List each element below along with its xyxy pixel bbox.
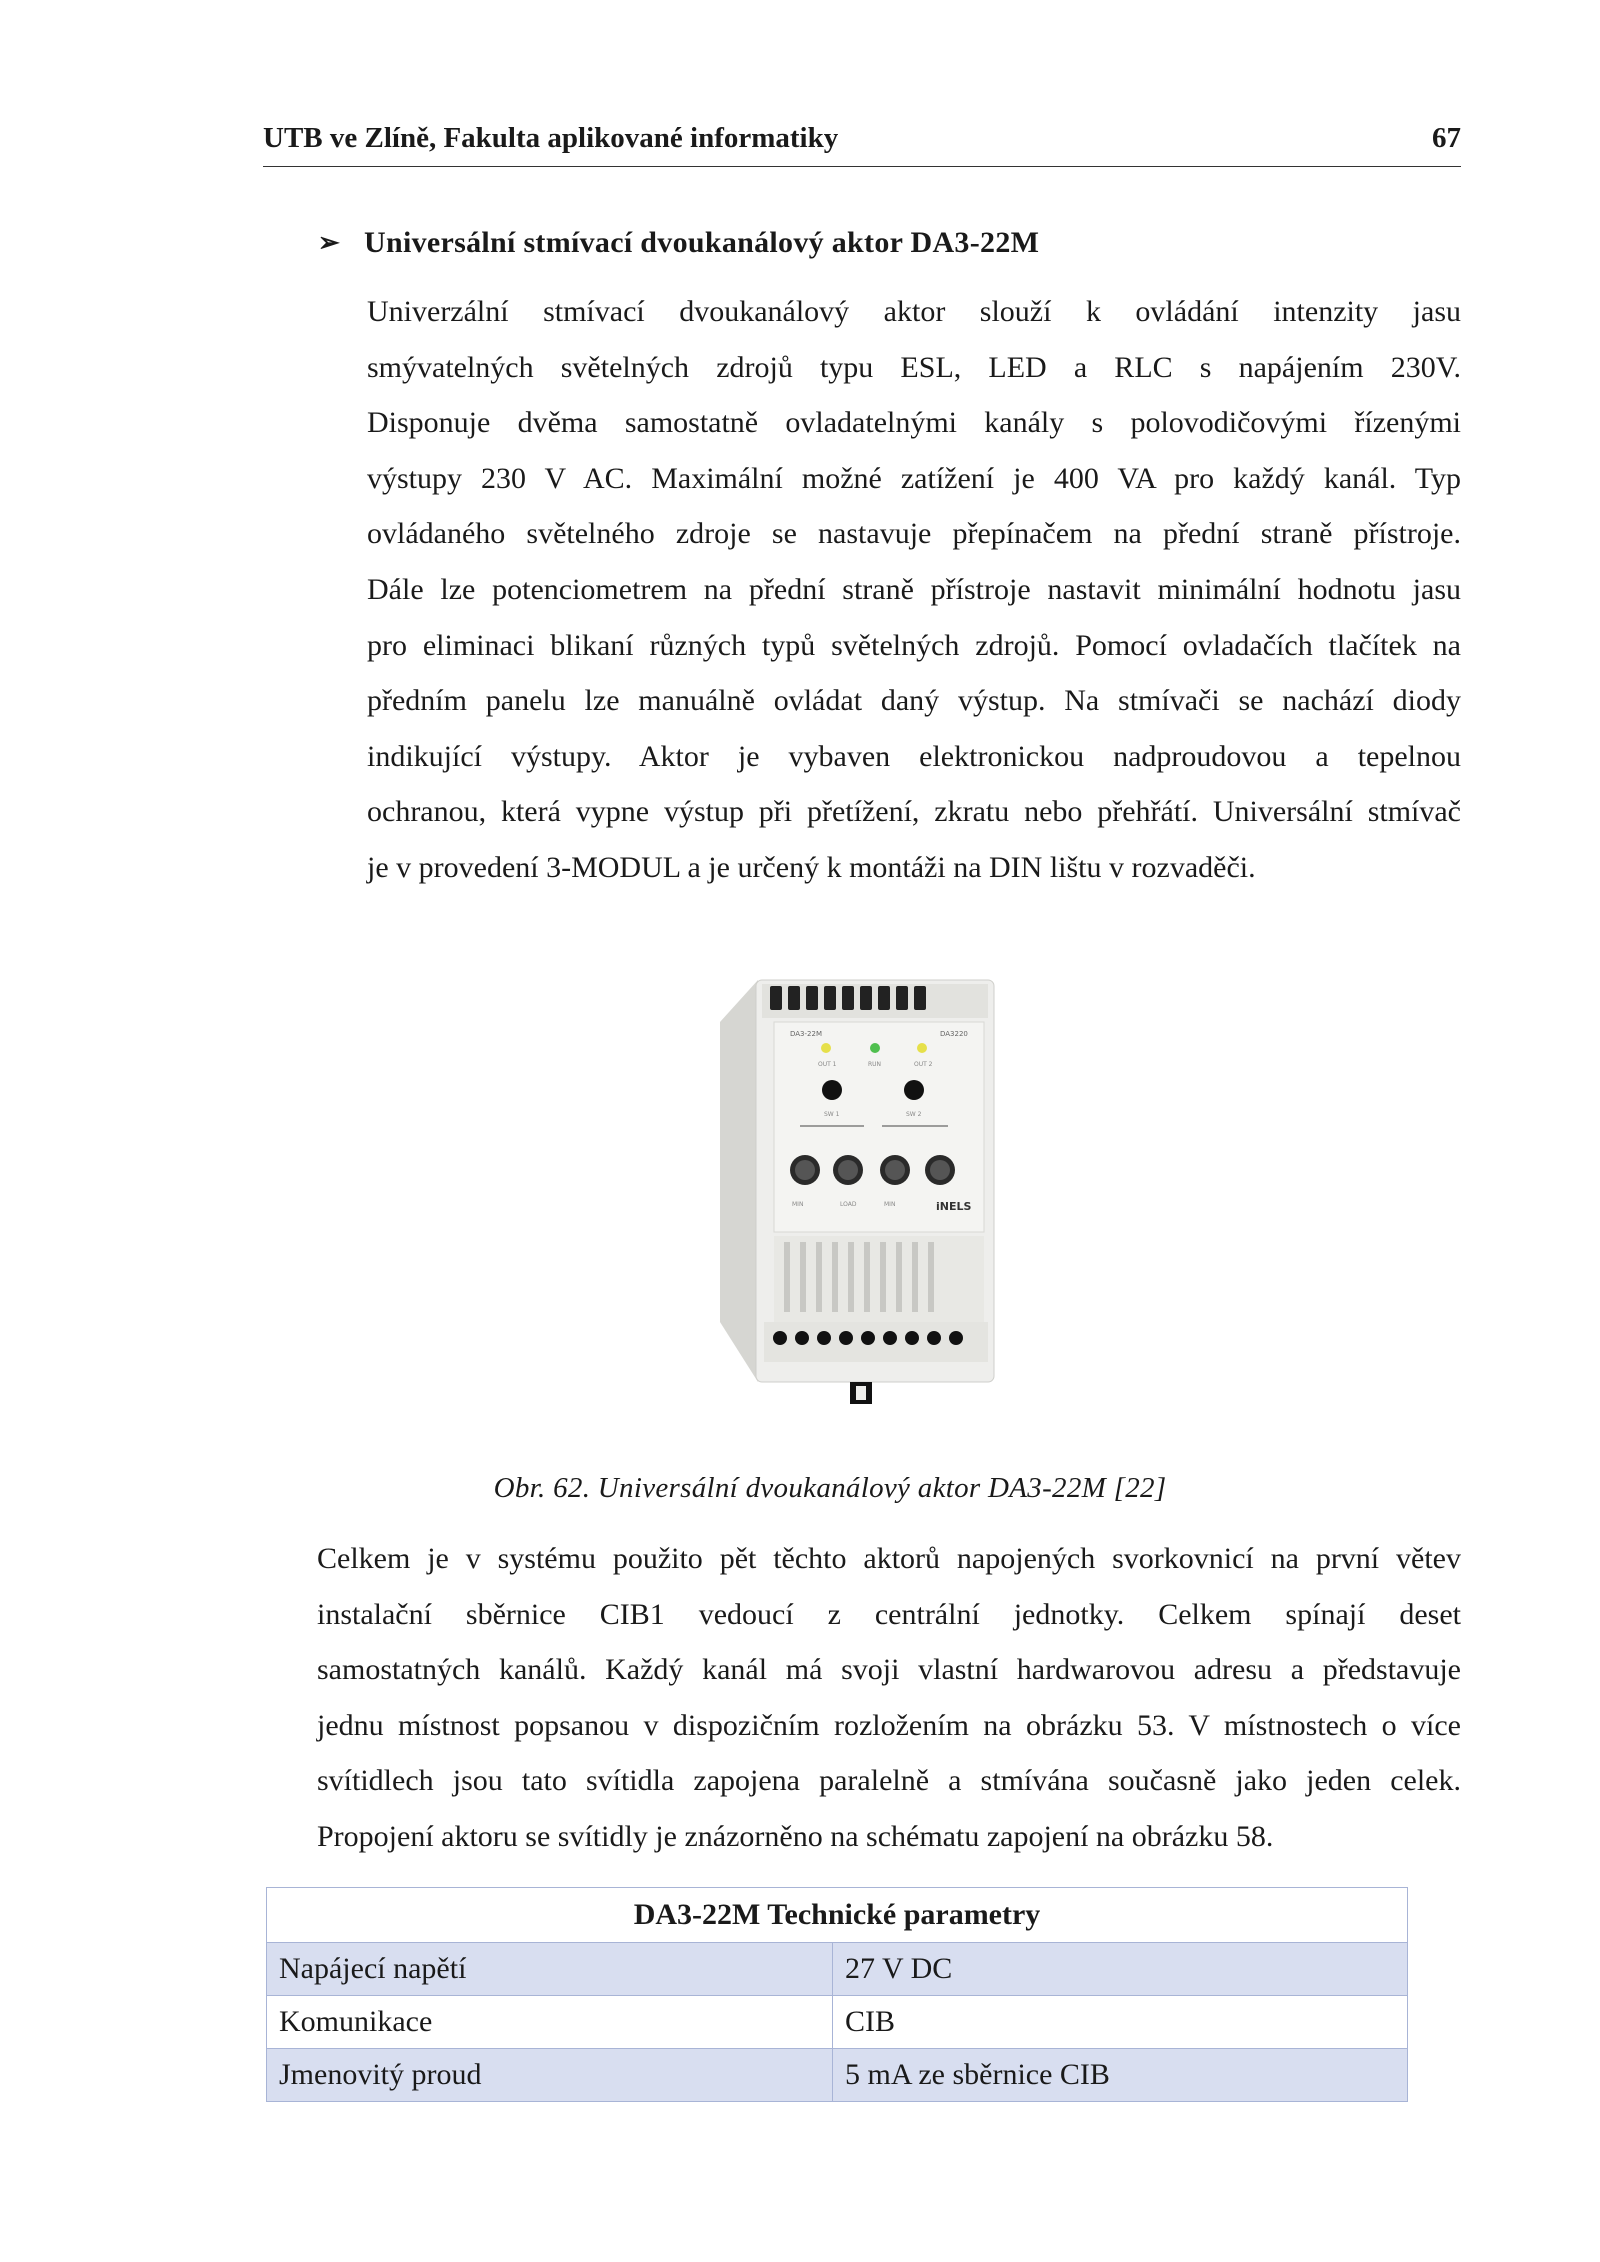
text-line: indikující výstupy. Aktor je vybaven elektronickou nadproudovou a tepelnou	[367, 739, 1461, 773]
text-line: výstupy 230 V AC. Maximální možné zatížení je 400 VA pro každý kanál. Typ	[367, 461, 1461, 495]
text-line: instalační sběrnice CIB1 vedoucí z centrální jednotky. Celkem spínají deset	[317, 1597, 1461, 1631]
table-header-row	[267, 1888, 1408, 1943]
button-1-icon	[822, 1080, 842, 1100]
knob2-label: LOAD	[840, 1201, 857, 1208]
param-value: 27 V DC	[833, 1943, 1408, 1996]
section-heading	[318, 226, 1039, 260]
text-line: smývatelných světelných zdrojů typu ESL, LED a RLC s napájením 230V.	[367, 350, 1461, 384]
top-terminal-block	[762, 984, 988, 1018]
knob3-label: MIN	[884, 1201, 896, 1208]
table-row	[267, 1943, 1408, 1996]
technical-parameters-table	[266, 1887, 1408, 2102]
arrow-bullet-icon: ➢	[318, 228, 341, 257]
led2-label: RUN	[868, 1061, 882, 1068]
brand-logo: iNELS	[936, 1200, 972, 1213]
text-line: samostatných kanálů. Každý kanál má svoji vlastní hardwarovou adresu a představuje	[317, 1653, 1461, 1687]
sw1-label: SW 1	[824, 1111, 840, 1118]
table-title: DA3-22M Technické parametry	[267, 1888, 1408, 1943]
text-line: pro eliminaci blikaní různých typů světelných zdrojů. Pomocí ovladačích tlačítek na	[367, 628, 1461, 662]
led-run-icon	[870, 1043, 880, 1053]
device-label-left: DA3-22M	[790, 1030, 822, 1038]
table-row	[267, 2049, 1408, 2102]
section-title: Universální stmívací dvoukanálový aktor DA3-22M	[364, 226, 1040, 259]
text-line: ochranou, která vypne výstup při přetížení, zkratu nebo přehřátí. Universální stmívač	[367, 795, 1461, 829]
bottom-terminal-block	[764, 1322, 988, 1362]
led-out1-icon	[821, 1043, 831, 1053]
led3-label: OUT 2	[914, 1061, 933, 1068]
text-line: ovládaného světelného zdroje se nastavuje přepínačem na přední straně přístroje.	[367, 517, 1461, 551]
text-line: Celkem je v systému použito pět těchto aktorů napojených svorkovnicí na první větev	[317, 1542, 1461, 1575]
param-name: Komunikace	[267, 1996, 833, 2049]
param-value: CIB	[833, 1996, 1408, 2049]
text-line: Dále lze potenciometrem na přední straně přístroje nastavit minimální hodnotu jasu	[367, 572, 1461, 606]
text-line: Univerzální stmívací dvoukanálový aktor slouží k ovládání intenzity jasu	[367, 295, 1461, 328]
page-number: 67	[1432, 122, 1461, 154]
button-2-icon	[904, 1080, 924, 1100]
text-line: svítidlech jsou tato svítidla zapojena paralelně a stmívána současně jako jeden celek.	[317, 1764, 1461, 1798]
text-line: jednu místnost popsanou v dispozičním rozložením na obrázku 53. V místnostech o více	[317, 1708, 1461, 1742]
paragraph-1	[367, 284, 1461, 896]
led-out2-icon	[917, 1043, 927, 1053]
param-name: Napájecí napětí	[267, 1943, 833, 1996]
text-line: je v provedení 3-MODUL a je určený k montáži na DIN lištu v rozvaděči.	[367, 850, 1256, 884]
figure-caption: Obr. 62. Universální dvoukanálový aktor DA3-22M [22]	[493, 1472, 1167, 1504]
dimmer-device-illustration	[700, 962, 1000, 1417]
text-line: Disponuje dvěma samostatně ovladatelnými kanály s polovodičovými řízenými	[367, 406, 1461, 440]
device-label-right: DA3220	[940, 1030, 968, 1038]
text-line: předním panelu lze manuálně ovládat daný výstup. Na stmívači se nachází diody	[367, 684, 1461, 718]
led1-label: OUT 1	[818, 1061, 837, 1068]
param-name: Jmenovitý proud	[267, 2049, 833, 2102]
text-line: Propojení aktoru se svítidly je znázorněno na schématu zapojení na obrázku 58.	[317, 1819, 1274, 1853]
table-row	[267, 1996, 1408, 2049]
sw2-label: SW 2	[906, 1111, 922, 1118]
param-value: 5 mA ze sběrnice CIB	[833, 2049, 1408, 2102]
page-header	[263, 122, 1461, 167]
header-title: UTB ve Zlíně, Fakulta aplikované informatiky	[263, 122, 839, 154]
device-photo	[700, 962, 1000, 1417]
paragraph-2	[317, 1531, 1461, 1865]
knob1-label: MIN	[792, 1201, 804, 1208]
